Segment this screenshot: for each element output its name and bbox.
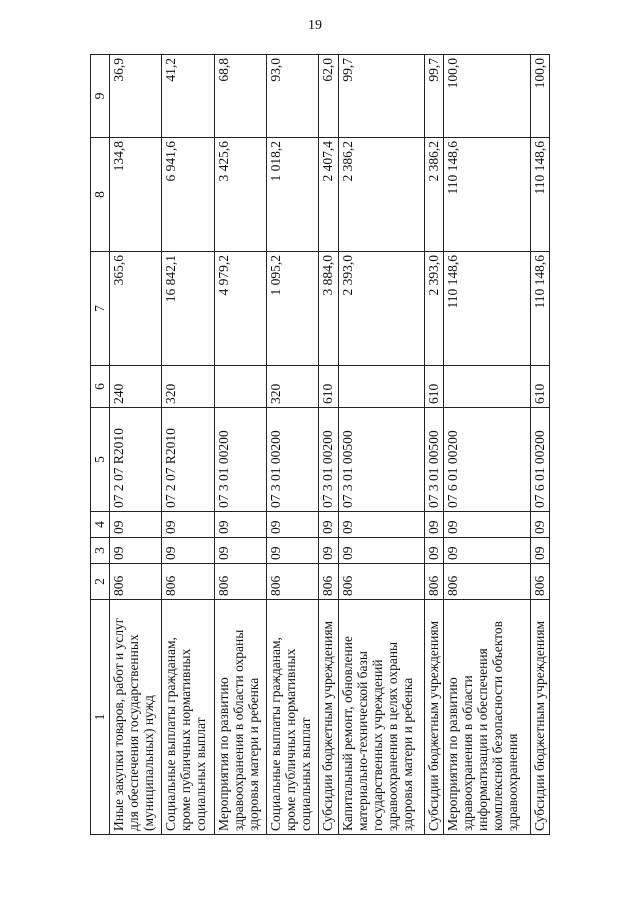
column-header: 5 bbox=[91, 408, 110, 512]
table-cell: 07 3 01 00500 bbox=[338, 408, 425, 512]
row-description-cell: Мероприятия по развитию здравоохранения в области охраны здоровья матери и ребенка bbox=[214, 600, 266, 835]
table-cell: 09 bbox=[319, 538, 338, 564]
table-cell: 09 bbox=[162, 538, 214, 564]
table-cell: 806 bbox=[444, 564, 531, 600]
column-header: 8 bbox=[91, 138, 110, 252]
budget-table bbox=[90, 54, 550, 835]
table-cell: 68,8 bbox=[214, 55, 266, 138]
table-cell: 07 2 07 R2010 bbox=[110, 408, 162, 512]
table-cell: 41,2 bbox=[162, 55, 214, 138]
table-cell: 2 386,2 bbox=[425, 138, 444, 252]
table-cell: 09 bbox=[110, 538, 162, 564]
table-body bbox=[110, 55, 550, 835]
table-cell: 1 095,2 bbox=[266, 252, 318, 366]
table-cell: 3 425,6 bbox=[214, 138, 266, 252]
column-header: 3 bbox=[91, 538, 110, 564]
table-cell: 09 bbox=[530, 512, 549, 538]
table-cell: 99,7 bbox=[338, 55, 425, 138]
table-cell: 1 018,2 bbox=[266, 138, 318, 252]
table-cell: 100,0 bbox=[530, 55, 549, 138]
row-description-cell: Мероприятия по развитию здравоохранения в области информатизации и обеспечения комплексной безопасности объектов здравоохранения bbox=[444, 600, 531, 835]
column-header: 1 bbox=[91, 600, 110, 835]
table-cell: 610 bbox=[425, 366, 444, 408]
table-cell bbox=[338, 366, 425, 408]
table-cell: 93,0 bbox=[266, 55, 318, 138]
table-cell: 806 bbox=[162, 564, 214, 600]
row-description-cell: Социальные выплаты гражданам, кроме публичных нормативных социальных выплат bbox=[162, 600, 214, 835]
table-cell: 07 6 01 00200 bbox=[530, 408, 549, 512]
table-row bbox=[425, 55, 444, 835]
table-cell: 6 941,6 bbox=[162, 138, 214, 252]
page-number: 19 bbox=[308, 18, 322, 33]
table-cell: 09 bbox=[425, 512, 444, 538]
table-cell: 07 6 01 00200 bbox=[444, 408, 531, 512]
table-cell: 100,0 bbox=[444, 55, 531, 138]
table-cell: 240 bbox=[110, 366, 162, 408]
table-row bbox=[444, 55, 531, 835]
table-row bbox=[162, 55, 214, 835]
row-description-cell: Субсидии бюджетным учреждениям bbox=[319, 600, 338, 835]
table-cell: 365,6 bbox=[110, 252, 162, 366]
table-cell: 09 bbox=[530, 538, 549, 564]
table-cell: 09 bbox=[266, 538, 318, 564]
table-cell: 4 979,2 bbox=[214, 252, 266, 366]
table-cell: 09 bbox=[338, 538, 425, 564]
table-cell: 09 bbox=[444, 512, 531, 538]
table-cell: 09 bbox=[425, 538, 444, 564]
column-header: 4 bbox=[91, 512, 110, 538]
table-cell: 99,7 bbox=[425, 55, 444, 138]
row-description-cell: Капитальный ремонт, обновление материально-технической базы государственных учреждений здравоохранения в целях охраны здоровья матери и ребенка bbox=[338, 600, 425, 835]
table-row bbox=[338, 55, 425, 835]
table-cell: 806 bbox=[338, 564, 425, 600]
row-description-cell: Субсидии бюджетным учреждениям bbox=[530, 600, 549, 835]
table-cell: 806 bbox=[530, 564, 549, 600]
table-cell: 110 148,6 bbox=[444, 252, 531, 366]
table-row bbox=[530, 55, 549, 835]
column-header: 6 bbox=[91, 366, 110, 408]
table-cell: 2 386,2 bbox=[338, 138, 425, 252]
table-cell bbox=[444, 366, 531, 408]
table-cell: 110 148,6 bbox=[530, 138, 549, 252]
table-cell: 07 3 01 00200 bbox=[266, 408, 318, 512]
table-cell: 806 bbox=[425, 564, 444, 600]
column-header: 2 bbox=[91, 564, 110, 600]
table-cell: 16 842,1 bbox=[162, 252, 214, 366]
table-cell: 806 bbox=[214, 564, 266, 600]
table-cell: 2 407,4 bbox=[319, 138, 338, 252]
table-cell: 806 bbox=[319, 564, 338, 600]
table-cell: 07 3 01 00500 bbox=[425, 408, 444, 512]
table-cell: 62,0 bbox=[319, 55, 338, 138]
rotated-table-container bbox=[90, 55, 550, 835]
table-cell: 610 bbox=[319, 366, 338, 408]
table-cell: 2 393,0 bbox=[425, 252, 444, 366]
table-cell: 110 148,6 bbox=[530, 252, 549, 366]
table-cell: 806 bbox=[110, 564, 162, 600]
table-cell: 134,8 bbox=[110, 138, 162, 252]
table-cell: 09 bbox=[162, 512, 214, 538]
table-cell: 320 bbox=[266, 366, 318, 408]
table-cell: 320 bbox=[162, 366, 214, 408]
table-cell: 09 bbox=[338, 512, 425, 538]
table-cell: 806 bbox=[266, 564, 318, 600]
table-cell: 36,9 bbox=[110, 55, 162, 138]
table-cell: 09 bbox=[214, 512, 266, 538]
table-cell: 07 3 01 00200 bbox=[214, 408, 266, 512]
table-cell: 09 bbox=[266, 512, 318, 538]
table-cell: 09 bbox=[444, 538, 531, 564]
row-description-cell: Иные закупки товаров, работ и услуг для обеспечения государственных (муниципальных) нужд bbox=[110, 600, 162, 835]
column-header: 9 bbox=[91, 55, 110, 138]
table-cell: 07 3 01 00200 bbox=[319, 408, 338, 512]
table-cell: 110 148,6 bbox=[444, 138, 531, 252]
table-row bbox=[214, 55, 266, 835]
table-cell: 3 884,0 bbox=[319, 252, 338, 366]
table-row bbox=[266, 55, 318, 835]
table-cell: 2 393,0 bbox=[338, 252, 425, 366]
table-row bbox=[319, 55, 338, 835]
table-row bbox=[110, 55, 162, 835]
row-description-cell: Социальные выплаты гражданам, кроме публичных нормативных социальных выплат bbox=[266, 600, 318, 835]
table-cell bbox=[214, 366, 266, 408]
row-description-cell: Субсидии бюджетным учреждениям bbox=[425, 600, 444, 835]
table-cell: 09 bbox=[214, 538, 266, 564]
table-cell: 07 2 07 R2010 bbox=[162, 408, 214, 512]
header-row bbox=[91, 55, 110, 835]
table-cell: 610 bbox=[530, 366, 549, 408]
column-header: 7 bbox=[91, 252, 110, 366]
table-cell: 09 bbox=[110, 512, 162, 538]
table-cell: 09 bbox=[319, 512, 338, 538]
